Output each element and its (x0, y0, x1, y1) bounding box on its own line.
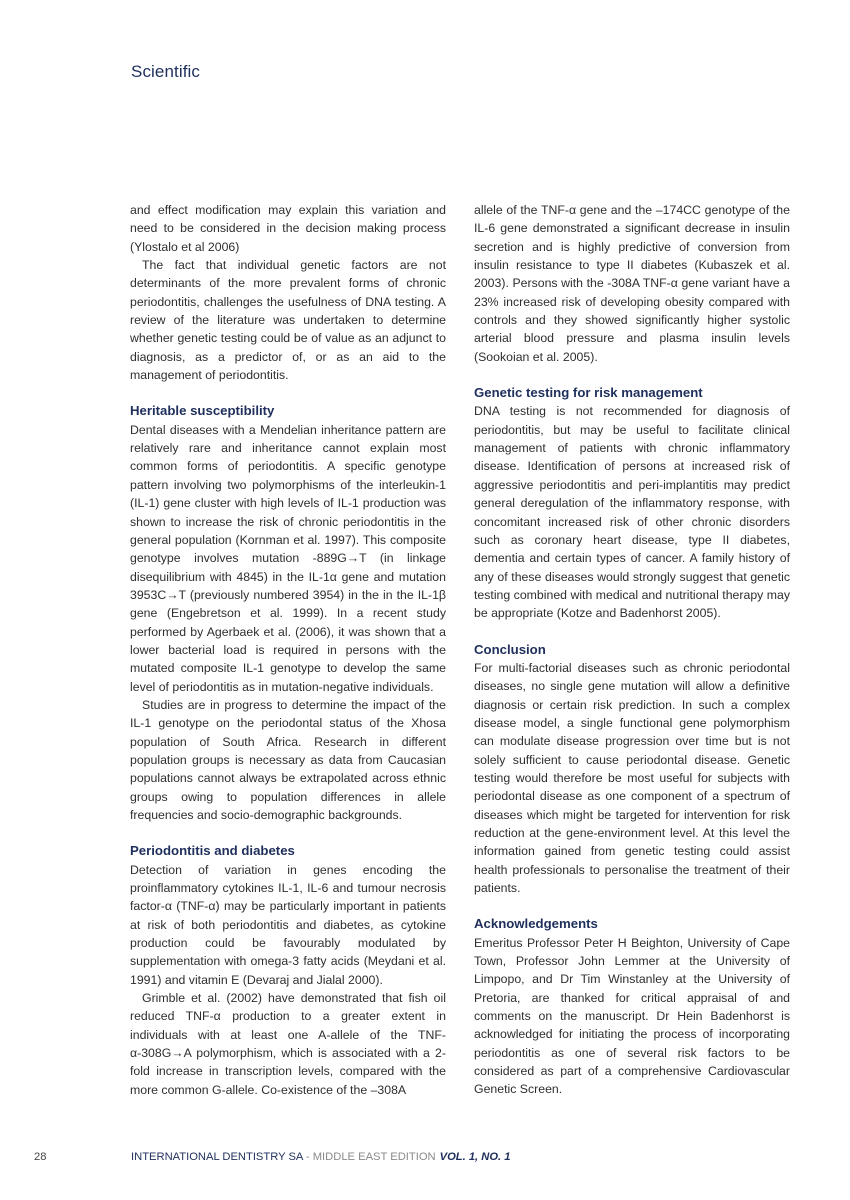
paragraph: For multi-factorial diseases such as chronic periodontal diseases, no single gene mutation will allow a definitive diagnosis or certain risk prediction. In such a complex disease model, a single functional gene polymorphism can modulate disease progression over time but is not solely sufficient to cause periodontal disease. Genetic testing would therefore be most useful for subjects with periodontal disease as one component of a spectrum of diseases which might be targeted for intervention for risk reduction at the gene-environment level. At this level the information gained from genetic testing could assist health professionals to personalise the treatment of their patients. (474, 660, 790, 896)
left-column (130, 201, 446, 1099)
journal-edition: - MIDDLE EAST EDITION (302, 1151, 436, 1163)
heading-periodontitis-and-diabetes: Periodontitis and diabetes (130, 843, 295, 859)
paragraph: Detection of variation in genes encoding the proinflammatory cytokines IL-1, IL-6 and tumour necrosis factor-α (TNF-α) may be particularly important in patients at risk of both periodontitis and diabetes, as cytokine production could be favourably modulated by supplementation with omega-3 fatty acids (Meydani et al. 1991) and vitamin E (Devaraj and Jialal 2000). (130, 862, 446, 987)
paragraph: Studies are in progress to determine the impact of the IL-1 genotype on the periodontal status of the Xhosa population of South Africa. Research in different population groups is necessary as data from Caucasian populations cannot always be extrapolated across ethnic groups owing to population differences in allele frequencies and socio-demographic backgrounds. (130, 697, 446, 822)
paragraph: The fact that individual genetic factors are not determinants of the more prevalent forms of chronic periodontitis, challenges the usefulness of DNA testing. A review of the literature was undertaken to determine whether genetic testing could be of value as an adjunct to diagnosis, as a predictor of, or as an aid to the management of periodontitis. (130, 258, 446, 383)
heading-heritable-susceptibility: Heritable susceptibility (130, 403, 275, 419)
page-number: 28 (34, 1151, 47, 1163)
heading-conclusion: Conclusion (474, 641, 546, 657)
right-column (474, 201, 790, 1099)
paragraph: Dental diseases with a Mendelian inheritance pattern are relatively rare and inheritance cannot explain most common forms of periodontitis. A specific genotype pattern involving two polymorphisms of the interleukin-1 (IL-1) gene cluster with high levels of IL-1 production was shown to increase the risk of chronic periodontitis in the general population (Kornman et al. 1997). This composite genotype involves mutation -889G→T (in linkage disequilibrium with 4845) in the IL-1α gene and mutation 3953C→T (previously numbered 3954) in the in the IL-1β gene (Engebretson et al. 1999). In a recent study performed by Agerbaek et al. (2006), it was shown that a lower bacterial load is required in persons with the mutated composite IL-1 genotype to develop the same level of periodontitis as in mutation-negative individuals. (130, 422, 446, 694)
journal-title (131, 1151, 511, 1163)
paragraph: DNA testing is not recommended for diagnosis of periodontitis, but may be useful to facilitate clinical management of patients with chronic inflammatory disease. Identification of persons at increased risk of aggressive periodontitis and peri-implantitis may predict general deregulation of the inflammatory response, with concomitant increased risk of other chronic disorders such as coronary heart disease, type II diabetes, dementia and certain types of cancer. A family history of any of these diseases would strongly suggest that genetic testing combined with medical and nutritional therapy may be appropriate (Kotze and Badenhorst 2005). (474, 404, 790, 621)
paragraph: allele of the TNF-α gene and the –174CC genotype of the IL-6 gene demonstrated a significant decrease in insulin secretion and is highly predictive of conversion from insulin resistance to type II diabetes (Kubaszek et al. 2003). Persons with the -308A TNF-α gene variant have a 23% increased risk of developing obesity compared with controls and they showed significantly higher systolic arterial blood pressure and plasma insulin levels (Sookoian et al. 2005). (474, 203, 790, 364)
paragraph: and effect modification may explain this variation and need to be considered in the decision making process (Ylostalo et al 2006) (130, 203, 446, 254)
paragraph: Grimble et al. (2002) have demonstrated that fish oil reduced TNF-α production to a greater extent in individuals with at least one A-allele of the TNF-α-308G→A polymorphism, which is associated with a 2-fold increase in transcription levels, compared with the more common G-allele. Co-existence of the –308A (130, 991, 446, 1097)
heading-acknowledgements: Acknowledgements (474, 916, 598, 932)
paragraph: Emeritus Professor Peter H Beighton, University of Cape Town, Professor John Lemmer at the University of Limpopo, and Dr Tim Winstanley at the University of Pretoria, are thanked for critical appraisal of and comments on the manuscript. Dr Hein Badenhorst is acknowledged for initiating the process of incorporating periodontitis as one of several risk factors to be considered as part of a comprehensive Cardiovascular Genetic Screen. (474, 935, 790, 1097)
section-label: Scientific (131, 62, 201, 81)
journal-volume: VOL. 1, NO. 1 (439, 1151, 511, 1163)
journal-name: INTERNATIONAL DENTISTRY SA (131, 1151, 303, 1163)
heading-genetic-testing: Genetic testing for risk management (474, 385, 703, 401)
